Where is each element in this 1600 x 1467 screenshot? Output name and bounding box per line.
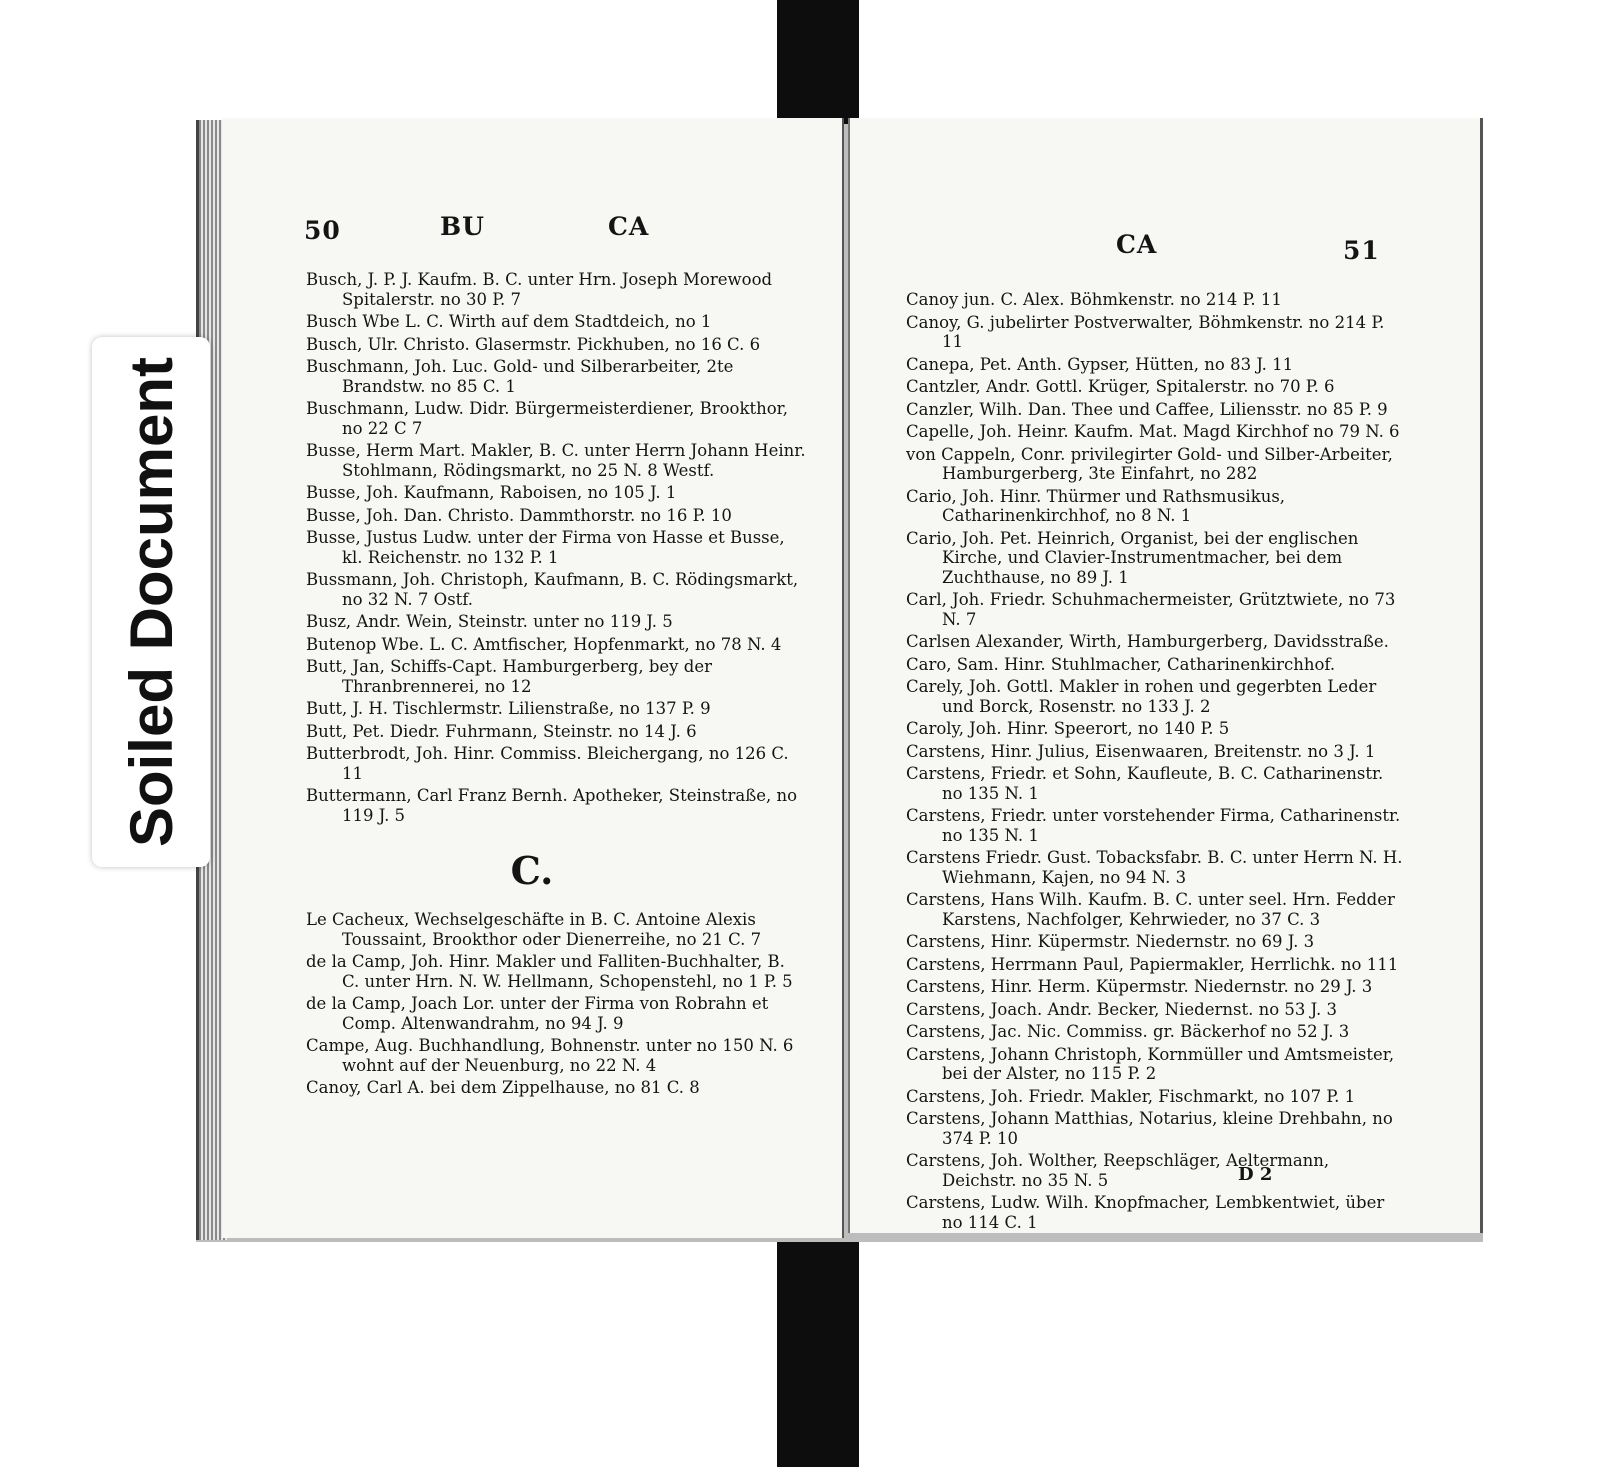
directory-entry: Carstens, Herrmann Paul, Papiermakler, Herrlichk. no 111	[906, 954, 1399, 974]
directory-entry: Buschmann, Joh. Luc. Gold- und Silberarbeiter, 2te Brandstw. no 85 C. 1	[306, 357, 734, 396]
directory-entry: Bussmann, Joh. Christoph, Kaufmann, B. C. Rödingsmarkt, no 32 N. 7 Ostf.	[306, 570, 799, 609]
directory-entry: Canoy jun. C. Alex. Böhmkenstr. no 214 P. 11	[906, 290, 1282, 309]
directory-entry: de la Camp, Joach Lor. unter der Firma von Robrahn et Comp. Altenwandrahm, no 94 J. 9	[306, 994, 769, 1033]
directory-entry: Cario, Joh. Hinr. Thürmer und Rathsmusikus, Catharinenkirchhof, no 8 N. 1	[906, 486, 1286, 525]
left-running-head-2: CA	[608, 212, 650, 241]
directory-entry: Buschmann, Ludw. Didr. Bürgermeisterdiener, Brookthor, no 22 C 7	[306, 399, 788, 438]
directory-entry: Carstens, Joh. Friedr. Makler, Fischmarkt, no 107 P. 1	[906, 1086, 1356, 1106]
directory-entry: Busz, Andr. Wein, Steinstr. unter no 119 J. 5	[306, 612, 673, 631]
directory-entry: Le Cacheux, Wechselgeschäfte in B. C. Antoine Alexis Toussaint, Brookthor oder Dienerreihe, no 21 C. 7	[306, 910, 762, 949]
directory-entry: Carstens, Friedr. unter vorstehender Firma, Catharinenstr. no 135 N. 1	[906, 806, 1401, 845]
directory-entry: Carstens, Joach. Andr. Becker, Niedernst. no 53 J. 3	[906, 999, 1337, 1019]
directory-entry: Caroly, Joh. Hinr. Speerort, no 140 P. 5	[906, 719, 1230, 738]
directory-entry: Carstens, Jac. Nic. Commiss. gr. Bäckerhof no 52 J. 3	[906, 1022, 1350, 1041]
directory-entry: Caro, Sam. Hinr. Stuhlmacher, Catharinenkirchhof.	[906, 654, 1336, 674]
directory-entry: Carstens, Johann Christoph, Kornmüller und Amtsmeister, bei der Alster, no 115 P. 2	[906, 1044, 1395, 1083]
directory-entry: Canoy, G. jubelirter Postverwalter, Böhmkenstr. no 214 P. 11	[906, 312, 1385, 351]
directory-entry: Cario, Joh. Pet. Heinrich, Organist, bei der englischen Kirche, und Clavier-Instrumentmacher, bei dem Zuchthause, no 89 J. 1	[906, 528, 1359, 587]
directory-entry: Capelle, Joh. Heinr. Kaufm. Mat. Magd Kirchhof no 79 N. 6	[906, 422, 1400, 441]
directory-entry: Butt, Jan, Schiffs-Capt. Hamburgerberg, bey der Thranbrennerei, no 12	[306, 657, 712, 696]
directory-entry: Butenop Wbe. L. C. Amtfischer, Hopfenmarkt, no 78 N. 4	[306, 634, 782, 654]
directory-entry: Canoy, Carl A. bei dem Zippelhause, no 81 C. 8	[306, 1078, 700, 1097]
directory-entry: Carstens, Hinr. Julius, Eisenwaaren, Breitenstr. no 3 J. 1	[906, 741, 1376, 761]
signature-mark: D 2	[1238, 1164, 1273, 1185]
directory-entry: Butt, J. H. Tischlermstr. Lilienstraße, no 137 P. 9	[306, 699, 711, 718]
directory-entry: Carstens, Hans Wilh. Kaufm. B. C. unter seel. Hrn. Fedder Karstens, Nachfolger, Kehrwieder, no 37 C. 3	[906, 890, 1395, 929]
right-running-head: CA	[1116, 230, 1158, 259]
directory-entry: Campe, Aug. Buchhandlung, Bohnenstr. unter no 150 N. 6 wohnt auf der Neuenburg, no 22 N. 4	[306, 1036, 794, 1075]
directory-entry: Carl, Joh. Friedr. Schuhmachermeister, Grütztwiete, no 73 N. 7	[906, 590, 1396, 629]
directory-entry: Carstens, Joh. Wolther, Reepschläger, Aeltermann, Deichstr. no 35 N. 5	[906, 1151, 1330, 1190]
directory-entry: Busse, Justus Ludw. unter der Firma von Hasse et Busse, kl. Reichenstr. no 132 P. 1	[306, 528, 785, 567]
directory-entry: von Cappeln, Conr. privilegirter Gold- und Silber-Arbeiter, Hamburgerberg, 3te Einfahrt, no 282	[906, 444, 1393, 483]
directory-entry: Busse, Herm Mart. Makler, B. C. unter Herrn Johann Heinr. Stohlmann, Rödingsmarkt, no 25 N. 8 Westf.	[306, 441, 806, 480]
soiled-document-label	[92, 337, 210, 867]
directory-entry: Carstens, Ludw. Wilh. Knopfmacher, Lembkentwiet, über no 114 C. 1	[906, 1193, 1385, 1232]
directory-entry: Carstens Friedr. Gust. Tobacksfabr. B. C. unter Herrn N. H. Wiehmann, Kajen, no 94 N. 3	[906, 848, 1403, 887]
left-page	[222, 118, 844, 1238]
directory-entry: Carely, Joh. Gottl. Makler in rohen und gegerbten Leder und Borck, Rosenstr. no 133 J. 2	[906, 677, 1377, 716]
directory-entry: Carstens, Hinr. Herm. Küpermstr. Niedernstr. no 29 J. 3	[906, 977, 1373, 996]
directory-entry: Busch Wbe L. C. Wirth auf dem Stadtdeich, no 1	[306, 312, 712, 331]
directory-entry: Butt, Pet. Diedr. Fuhrmann, Steinstr. no 14 J. 6	[306, 721, 697, 741]
binding-strip-top	[777, 0, 859, 134]
right-page-number: 51	[1343, 236, 1380, 265]
c-entry-list	[306, 910, 806, 1101]
directory-entry: Busch, J. P. J. Kaufm. B. C. unter Hrn. Joseph Morewood Spitalerstr. no 30 P. 7	[306, 270, 773, 309]
soiled-document-label-text: Soiled Document	[117, 356, 185, 848]
binding-strip-bottom	[777, 1218, 859, 1467]
directory-entry: Busse, Joh. Kaufmann, Raboisen, no 105 J. 1	[306, 483, 677, 502]
right-entry-list	[906, 290, 1406, 1233]
directory-entry: Carlsen Alexander, Wirth, Hamburgerberg, Davidsstraße.	[906, 632, 1389, 651]
left-running-head-1: BU	[440, 212, 485, 241]
directory-entry: de la Camp, Joh. Hinr. Makler und Falliten-Buchhalter, B. C. unter Hrn. N. W. Hellmann, Schopenstehl, no 1 P. 5	[306, 952, 793, 991]
directory-entry: Cantzler, Andr. Gottl. Krüger, Spitalerstr. no 70 P. 6	[906, 377, 1335, 396]
directory-entry: Buttermann, Carl Franz Bernh. Apotheker, Steinstraße, no 119 J. 5	[306, 786, 798, 825]
left-entry-list	[306, 270, 806, 828]
directory-entry: Busch, Ulr. Christo. Glasermstr. Pickhuben, no 16 C. 6	[306, 334, 761, 354]
directory-entry: Canzler, Wilh. Dan. Thee und Caffee, Liliensstr. no 85 P. 9	[906, 399, 1388, 419]
directory-entry: Carstens, Johann Matthias, Notarius, kleine Drehbahn, no 374 P. 10	[906, 1109, 1393, 1148]
directory-entry: Butterbrodt, Joh. Hinr. Commiss. Bleichergang, no 126 C. 11	[306, 744, 789, 783]
directory-entry: Carstens, Friedr. et Sohn, Kaufleute, B. C. Catharinenstr. no 135 N. 1	[906, 764, 1384, 803]
directory-entry: Busse, Joh. Dan. Christo. Dammthorstr. no 16 P. 10	[306, 505, 732, 525]
section-letter: C.	[510, 848, 554, 893]
directory-entry: Canepa, Pet. Anth. Gypser, Hütten, no 83 J. 11	[906, 354, 1294, 374]
right-page	[848, 118, 1483, 1233]
directory-entry: Carstens, Hinr. Küpermstr. Niedernstr. no 69 J. 3	[906, 932, 1315, 951]
left-page-number: 50	[304, 216, 341, 245]
